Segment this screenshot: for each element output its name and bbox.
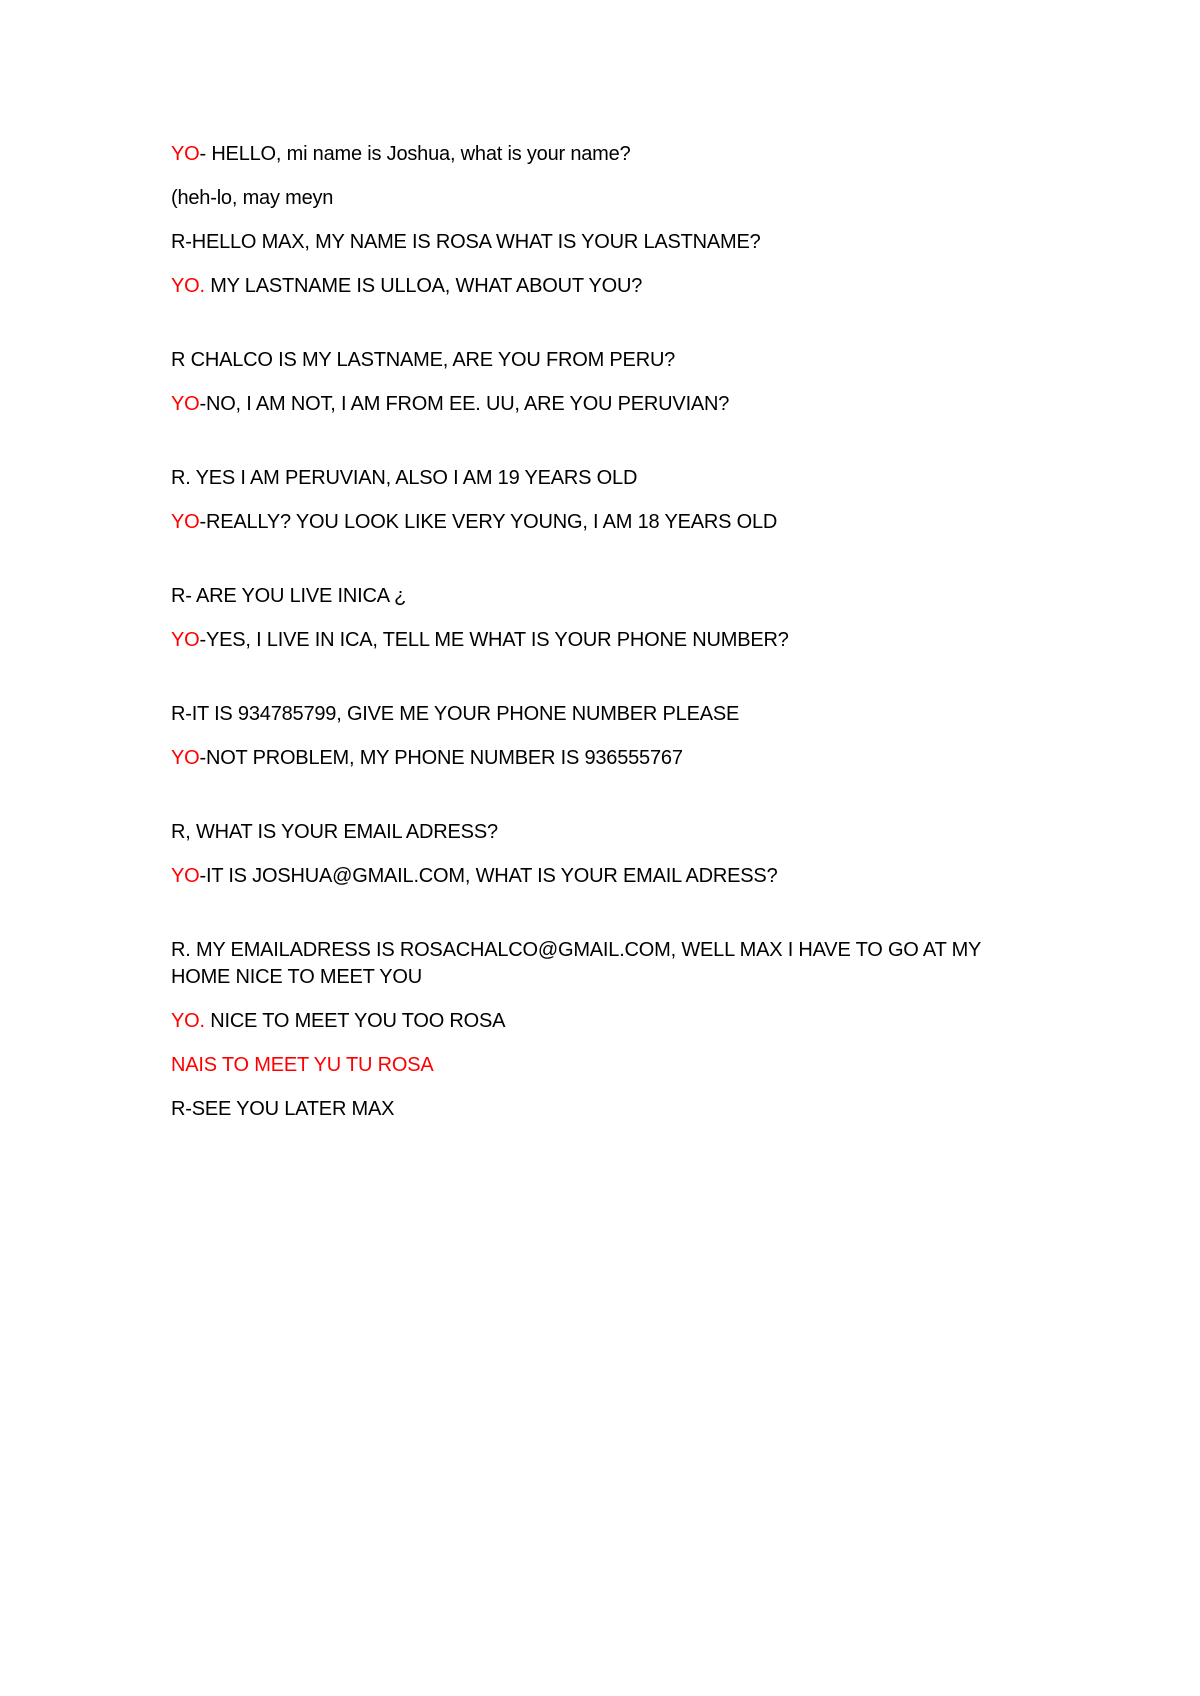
dialogue-text — [171, 141, 1041, 1140]
dialogue-line — [171, 701, 1041, 728]
dialogue-line — [171, 465, 1041, 492]
dialogue-line — [171, 273, 1041, 300]
dialogue-line — [171, 141, 1041, 168]
line-text: R-HELLO MAX, MY NAME IS ROSA WHAT IS YOUR LASTNAME? — [171, 231, 761, 253]
speaker-prefix: YO — [171, 143, 200, 165]
speaker-prefix: YO. — [171, 1010, 205, 1032]
dialogue-line — [171, 819, 1041, 846]
line-text: (heh-lo, may meyn — [171, 187, 334, 209]
speaker-prefix: YO — [171, 629, 200, 651]
dialogue-line — [171, 937, 1041, 991]
dialogue-line — [171, 583, 1041, 610]
speaker-prefix: YO — [171, 511, 200, 533]
pronunciation-line — [171, 1052, 1041, 1079]
line-text: R. YES I AM PERUVIAN, ALSO I AM 19 YEARS OLD — [171, 467, 638, 489]
dialogue-line — [171, 347, 1041, 374]
line-text: R, WHAT IS YOUR EMAIL ADRESS? — [171, 821, 498, 843]
dialogue-line — [171, 229, 1041, 256]
dialogue-line — [171, 509, 1041, 536]
line-text: R. MY EMAILADRESS IS ROSACHALCO@GMAIL.COM, WELL MAX I HAVE TO GO AT MY HOME NICE TO MEET YOU — [171, 939, 981, 988]
speaker-prefix: YO — [171, 747, 200, 769]
line-text: - HELLO, mi name is Joshua, what is your name? — [199, 143, 631, 165]
line-text: -NO, I AM NOT, I AM FROM EE. UU, ARE YOU PERUVIAN? — [199, 393, 730, 415]
dialogue-line — [171, 745, 1041, 772]
dialogue-line — [171, 863, 1041, 890]
dialogue-line — [171, 1008, 1041, 1035]
line-text: R-IT IS 934785799, GIVE ME YOUR PHONE NUMBER PLEASE — [171, 703, 740, 725]
dialogue-line — [171, 1096, 1041, 1123]
speaker-prefix: YO. — [171, 275, 205, 297]
dialogue-line — [171, 391, 1041, 418]
speaker-prefix: YO — [171, 393, 200, 415]
line-text: -IT IS JOSHUA@GMAIL.COM, WHAT IS YOUR EMAIL ADRESS? — [199, 865, 778, 887]
line-text: NICE TO MEET YOU TOO ROSA — [204, 1010, 506, 1032]
dialogue-line — [171, 627, 1041, 654]
line-text: R CHALCO IS MY LASTNAME, ARE YOU FROM PERU? — [171, 349, 676, 371]
line-text: -YES, I LIVE IN ICA, TELL ME WHAT IS YOUR PHONE NUMBER? — [199, 629, 789, 651]
line-text: -NOT PROBLEM, MY PHONE NUMBER IS 936555767 — [199, 747, 683, 769]
line-text: R- ARE YOU LIVE INICA ¿ — [171, 585, 407, 607]
line-text: NAIS TO MEET YU TU ROSA — [171, 1054, 434, 1076]
line-text: MY LASTNAME IS ULLOA, WHAT ABOUT YOU? — [204, 275, 643, 297]
line-text: R-SEE YOU LATER MAX — [171, 1098, 395, 1120]
line-text: -REALLY? YOU LOOK LIKE VERY YOUNG, I AM 18 YEARS OLD — [199, 511, 778, 533]
dialogue-line — [171, 185, 1041, 212]
speaker-prefix: YO — [171, 865, 200, 887]
